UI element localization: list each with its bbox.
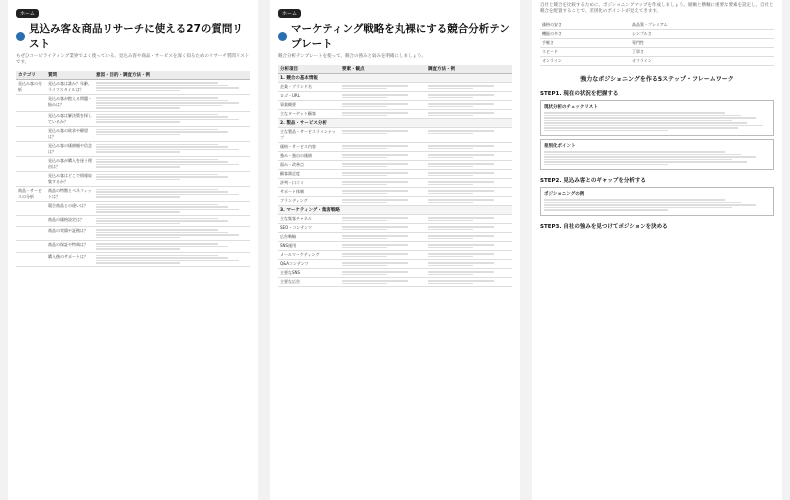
method-cell [426,110,512,119]
question-cell: 見込み客の価値観や信念は？ [46,141,94,156]
section-title: 3. マーケティング・集客戦略 [278,206,512,215]
axis-b-cell: シンプルさ [630,30,774,39]
item-cell: 広告戦略 [278,233,340,242]
element-cell [340,143,426,152]
intent-cell [94,252,250,266]
table-row [278,233,512,242]
intent-cell [94,141,250,156]
intent-cell [94,215,250,227]
table-row [16,171,250,186]
table-row [278,92,512,101]
page-title-text: 見込み客＆商品リサーチに使える27の質問リスト [29,23,243,50]
method-cell [426,197,512,206]
element-cell [340,110,426,119]
axis-a-cell: 機能の多さ [540,30,630,39]
question-cell: 見込み客は解決策を探しているか？ [46,111,94,126]
item-cell: ブランディング [278,197,340,206]
category-cell: 見込み客の分析 [16,80,46,95]
item-cell: 弱み・改善点 [278,161,340,170]
intent-cell [94,95,250,112]
table-row [278,83,512,92]
table-row [278,161,512,170]
col-header-intent: 意図・目的・調査方法・例 [94,71,250,80]
table-row [540,21,774,30]
table-row [278,179,512,188]
method-cell [426,215,512,224]
question-cell: 商品の価格設定は？ [46,215,94,227]
element-cell [340,251,426,260]
table-row [278,128,512,143]
element-cell [340,188,426,197]
intent-cell [94,241,250,253]
page-title-text: マーケティング戦略を丸裸にする競合分析テンプレート [291,23,510,50]
col-header-element: 要素・観点 [340,65,426,74]
item-cell: 評判・口コミ [278,179,340,188]
question-cell: 見込み客は誰か？年齢、ライフスタイルは？ [46,80,94,95]
element-cell [340,179,426,188]
table-row [278,260,512,269]
table-row [16,156,250,171]
table-row [278,269,512,278]
col-header-category: カテゴリ [16,71,46,80]
element-cell [340,128,426,143]
item-cell: 主なターゲット顧客 [278,110,340,119]
table-row [278,110,512,119]
diff-box [540,139,774,170]
table-row [16,141,250,156]
element-cell [340,92,426,101]
checklist-box [540,100,774,136]
section-row [278,119,512,128]
section-row [278,206,512,215]
table-row [278,278,512,287]
table-row [540,39,774,48]
table-row [540,57,774,66]
page-title [16,21,250,51]
section-row [278,74,512,83]
question-cell: 見込み客が抱える問題・悩みは？ [46,95,94,112]
method-cell [426,260,512,269]
axis-b-cell: 専門性 [630,39,774,48]
category-cell: 商品・サービスの分析 [16,186,46,201]
item-cell: SEO・コンテンツ [278,224,340,233]
lead-paragraph: もぜひコーピライティング業界でよく使っている、見込み客や商品・サービスを深く知るためのリサーチ質問リストです。 [16,54,250,65]
element-cell [340,269,426,278]
table-row [278,215,512,224]
method-cell [426,83,512,92]
table-row [16,126,250,141]
element-cell [340,278,426,287]
intent-cell [94,80,250,95]
item-cell: メールマーケティング [278,251,340,260]
intent-cell [94,227,250,241]
home-tab[interactable]: ホーム [16,9,39,18]
page-research-questions [8,0,258,500]
home-tab[interactable]: ホーム [278,9,301,18]
category-cell [16,156,46,171]
box-title: ポジショニングの例 [544,192,585,197]
method-cell [426,188,512,197]
table-row [278,197,512,206]
item-cell: 顧客満足度 [278,170,340,179]
item-cell: SNS運用 [278,242,340,251]
table-row [540,30,774,39]
method-cell [426,224,512,233]
element-cell [340,260,426,269]
element-cell [340,83,426,92]
table-row [16,227,250,241]
question-cell: 見込み客はどこで情報収集するか？ [46,171,94,186]
framework-heading: 強力なポジショニングを作る5ステップ・フレームワーク [580,76,734,83]
axis-b-cell: 高品質・プレミアム [630,21,774,30]
question-cell: 競合商品との違いは？ [46,201,94,215]
method-cell [426,251,512,260]
table-row [16,215,250,227]
intro-paragraph: 自社と競合を比較するために、ポジショニングマップを作成しましょう。縦軸と横軸に重要な要素を設定し、自社と競合を配置することで、差別化のポイントが見えてきます。 [540,3,774,14]
page-title [278,21,512,51]
axis-a-cell: 手軽さ [540,39,630,48]
table-row [278,224,512,233]
axis-b-cell: オフライン [630,57,774,66]
item-cell: ロゴ・URL [278,92,340,101]
table-row [16,186,250,201]
col-header-item: 分析項目 [278,65,340,74]
category-cell [16,215,46,227]
method-cell [426,143,512,152]
axis-b-cell: 丁寧さ [630,48,774,57]
item-cell: 価格・サービス内容 [278,143,340,152]
title-icon [16,32,25,41]
table-row [278,188,512,197]
category-cell [16,126,46,141]
section-title: 2. 製品・サービス分析 [278,119,512,128]
intent-cell [94,171,250,186]
lead-paragraph: 競合分析テンプレートを使って、競合の強みと弱みを明確にしましょう。 [278,54,427,59]
question-cell: 見込み客が購入を迷う理由は？ [46,156,94,171]
question-cell: 商品の特徴とベネフィットは？ [46,186,94,201]
method-cell [426,242,512,251]
col-header-method: 調査方法・例 [426,65,512,74]
category-cell [16,141,46,156]
method-cell [426,278,512,287]
element-cell [340,101,426,110]
question-cell: 見込み客の欲求や願望は？ [46,126,94,141]
intent-cell [94,111,250,126]
question-cell: 商品の実績や証拠は？ [46,227,94,241]
page-competitor-template [270,0,520,500]
intent-cell [94,156,250,171]
step1-heading: STEP1. 現在の状況を把握する [540,91,619,97]
method-cell [426,128,512,143]
element-cell [340,197,426,206]
category-cell [16,252,46,266]
item-cell: 主要なSNS [278,269,340,278]
title-icon [278,32,287,41]
question-cell: 商品の保証や特典は？ [46,241,94,253]
item-cell: 主要な広告 [278,278,340,287]
positioning-axis-table [540,21,774,66]
method-cell [426,269,512,278]
table-row [16,252,250,266]
item-cell: 事業概要 [278,101,340,110]
item-cell: 企業・ブランド名 [278,83,340,92]
method-cell [426,152,512,161]
item-cell: サポート体制 [278,188,340,197]
element-cell [340,152,426,161]
category-cell [16,201,46,215]
method-cell [426,179,512,188]
axis-a-cell: スピード [540,48,630,57]
category-cell [16,111,46,126]
element-cell [340,224,426,233]
table-row [278,170,512,179]
axis-a-cell: 価格の安さ [540,21,630,30]
section-title: 1. 競合の基本情報 [278,74,512,83]
item-cell: Q&Aコンテンツ [278,260,340,269]
table-row [16,111,250,126]
table-row [16,95,250,112]
category-cell [16,227,46,241]
question-cell: 購入後のサポートは？ [46,252,94,266]
axis-a-cell: オンライン [540,57,630,66]
table-row [540,48,774,57]
element-cell [340,215,426,224]
step3-heading: STEP3. 自社の強みを見つけてポジションを決める [540,223,668,230]
step2-heading: STEP2. 見込み客とのギャップを分析する [540,178,646,184]
category-cell [16,95,46,112]
element-cell [340,161,426,170]
item-cell: 強み・独自の価値 [278,152,340,161]
table-row [16,201,250,215]
element-cell [340,242,426,251]
box-title: 現状分析のチェックリスト [544,105,598,110]
method-cell [426,101,512,110]
box-title: 差別化ポイント [544,144,576,149]
element-cell [340,233,426,242]
table-row [16,80,250,95]
category-cell [16,171,46,186]
page-positioning [532,0,782,500]
table-row [278,242,512,251]
table-row [278,101,512,110]
table-row [278,251,512,260]
intent-cell [94,201,250,215]
example-box [540,187,774,216]
col-header-question: 質問 [46,71,94,80]
intent-cell [94,186,250,201]
table-row [278,152,512,161]
category-cell [16,241,46,253]
item-cell: 主な集客チャネル [278,215,340,224]
method-cell [426,233,512,242]
intent-cell [94,126,250,141]
method-cell [426,161,512,170]
table-row [278,143,512,152]
competitor-table [278,65,512,287]
method-cell [426,92,512,101]
table-row [16,241,250,253]
element-cell [340,170,426,179]
research-table [16,71,250,267]
item-cell: 主な製品・サービスラインナップ [278,128,340,143]
method-cell [426,170,512,179]
